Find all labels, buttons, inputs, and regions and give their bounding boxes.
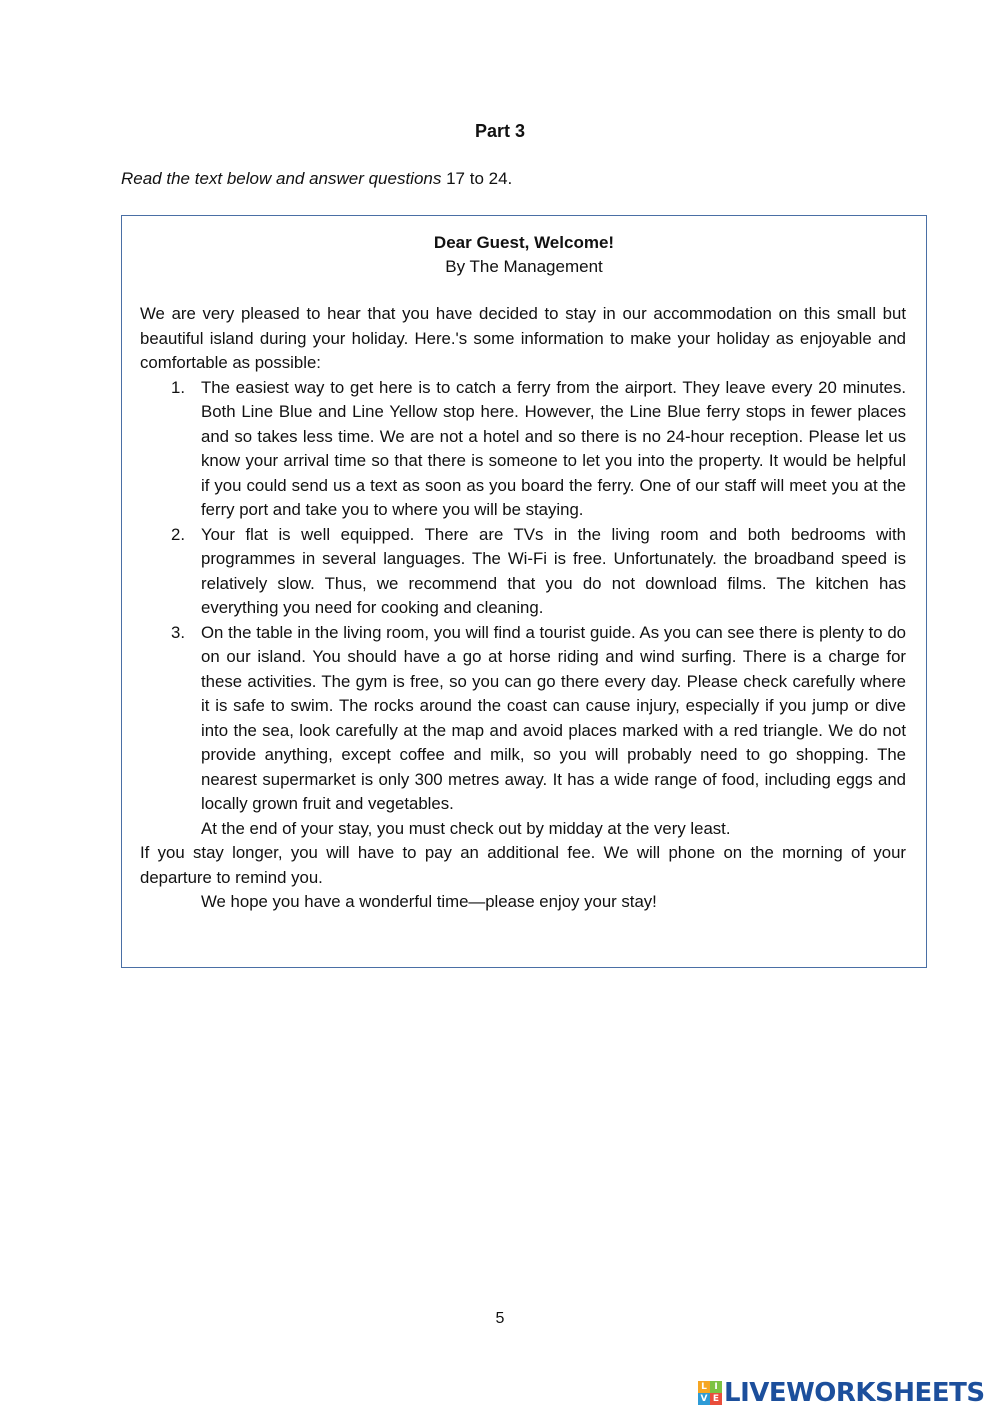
instruction-range: 17 to 24.	[441, 169, 513, 188]
fee-paragraph: If you stay longer, you will have to pay an additional fee. We will phone on the morning of your departure to remind you.	[140, 843, 906, 887]
instruction	[121, 169, 512, 189]
brand-text: LIVEWORKSHEETS	[724, 1378, 985, 1408]
list-item	[140, 523, 906, 621]
list-item	[140, 376, 906, 523]
logo-letter: E	[710, 1393, 722, 1405]
letter-box	[121, 215, 927, 968]
intro-paragraph: We are very pleased to hear that you have decided to stay in our accommodation on this small but beautiful island during your holiday. Here.'s some information to make your holiday as enjoyable and comfortable as possible:	[140, 304, 906, 372]
part-title: Part 3	[474, 121, 526, 141]
list-item-text: The easiest way to get here is to catch a ferry from the airport. They leave every 20 minutes. Both Line Blue and Line Yellow stop here. However, the Line Blue ferry stops in fewer places and so takes less time. We are not a hotel and so there is no 24-hour reception. Please let us know your arrival time so that there is someone to let you into the property. It would be helpful if you could send us a text as soon as you board the ferry. One of our staff will meet you at the ferry port and take you to where you will be staying.	[201, 377, 906, 519]
list-number: 2.	[171, 524, 185, 544]
list-item	[140, 621, 906, 817]
letter-heading: Dear Guest, Welcome!	[433, 233, 615, 252]
list-number: 1.	[171, 377, 185, 397]
info-list	[140, 376, 906, 817]
logo-letter: I	[710, 1381, 722, 1393]
logo-letter: L	[698, 1381, 710, 1393]
liveworksheets-brand[interactable]	[698, 1378, 985, 1408]
instruction-italic: Read the text below and answer questions	[121, 169, 442, 188]
list-item-text: Your flat is well equipped. There are TVs in the living room and both bedrooms with programmes in several languages. The Wi-Fi is free. Unfortunately. the broadband speed is relatively slow. Thus, we recommend that you do not download films. The kitchen has everything you need for cooking and cleaning.	[201, 524, 906, 617]
list-number: 3.	[171, 622, 185, 642]
logo-letter: V	[698, 1393, 710, 1405]
closing-line: We hope you have a wonderful time—please enjoy your stay!	[201, 892, 657, 911]
list-item-text: On the table in the living room, you will find a tourist guide. As you can see there is plenty to do on our island. You should have a go at horse riding and wind surfing. There is a charge for these activities. The gym is free, so you can go there every day. Please check carefully where it is safe to swim. The rocks around the coast can cause injury, especially if you jump or dive into the sea, look carefully at the map and avoid places marked with a red triangle. We do not provide anything, except coffee and milk, so you will probably need to go shopping. The nearest supermarket is only 300 metres away. It has a wide range of food, including eggs and locally grown fruit and vegetables.	[201, 622, 906, 813]
letter-body	[140, 302, 906, 915]
page-number: 5	[495, 1310, 505, 1327]
liveworksheets-logo-icon	[698, 1381, 722, 1405]
letter-byline: By The Management	[445, 257, 603, 276]
checkout-line: At the end of your stay, you must check out by midday at the very least.	[201, 818, 731, 838]
